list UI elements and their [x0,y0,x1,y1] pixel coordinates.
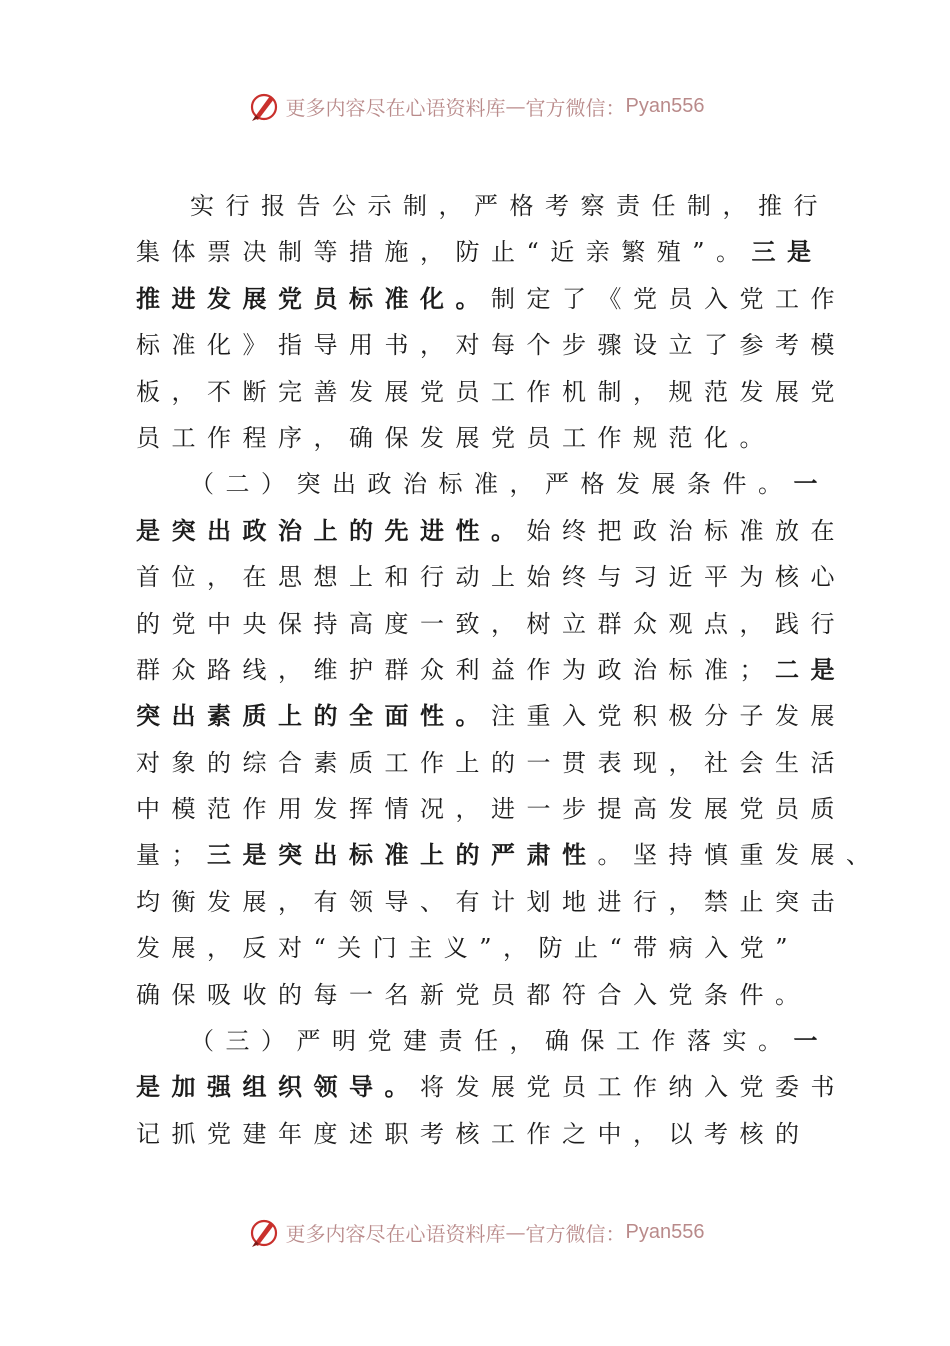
text-line [136,925,816,971]
bold-text-segment: 一 [793,469,829,499]
text-segment: 的党中央保持高度一致，树立群众观点，践行 [136,609,846,638]
text-segment: 注重入党积极分子发展 [491,702,846,731]
watermark-brand: 更多内容尽在心语资料库 [285,1221,506,1246]
text-segment: 群众路线，维护群众利益作为政治标准； [136,655,775,684]
pen-logo-icon [246,1214,282,1250]
text-line [136,183,829,229]
text-segment: 对象的综合素质工作上的一贯表现，社会生活 [136,748,846,777]
text-segment: 始终把政治标准放在 [526,516,846,545]
text-segment: 将发展党员工作纳入党委书 [420,1073,846,1102]
text-line [136,1111,816,1157]
text-line [136,554,846,600]
text-segment: （二）突出政治标准，严格发展条件。 [190,470,794,499]
header-watermark [0,86,950,126]
text-line [136,786,846,832]
text-segment: 集体票决制等措施，防止“近亲繁殖”。 [136,238,752,267]
bold-text-segment: 三是突出标准上的严肃性 [207,840,598,870]
footer-watermark [0,1212,950,1252]
text-line [136,415,816,461]
text-segment: 制定了《党员入党工作 [491,284,846,313]
text-line [136,276,846,322]
text-line [136,740,846,786]
bold-text-segment: 推进发展党员标准化。 [136,283,491,313]
text-line [136,461,829,507]
bold-text-segment: 二是 [775,654,846,684]
text-line [136,832,882,878]
text-line [136,972,816,1018]
document-body [136,183,882,1157]
watermark-contact-label: 官方微信： [525,1221,626,1246]
watermark-separator: — [505,94,526,118]
bold-text-segment: 一 [793,1026,829,1056]
text-line [136,1064,846,1110]
bold-text-segment: 三是 [751,237,823,267]
text-segment: 量； [136,841,207,870]
text-segment: 板，不断完善发展党员工作机制，规范发展党 [136,377,846,406]
text-line [136,508,846,554]
text-line [136,229,823,275]
bold-text-segment: 是突出政治上的先进性。 [136,515,527,545]
text-segment: （三）严明党建责任，确保工作落实。 [190,1027,794,1056]
watermark-contact-id: Pyan556 [625,94,705,117]
bold-text-segment: 突出素质上的全面性。 [136,701,491,731]
text-segment: 标准化》指导用书，对每个步骤设立了参考模 [136,331,846,360]
text-line [136,369,846,415]
text-segment: 实行报告公示制，严格考察责任制，推行 [190,192,829,220]
text-segment: 记抓党建年度述职考核工作之中，以考核的 [136,1119,811,1148]
text-segment: 员工作程序，确保发展党员工作规范化。 [136,423,775,452]
text-line [136,1018,829,1064]
bold-text-segment: 是加强组织领导。 [136,1072,420,1102]
watermark-brand: 更多内容尽在心语资料库 [285,95,506,120]
pen-logo-icon [246,88,282,124]
watermark-contact-label: 官方微信： [525,95,626,120]
text-segment: 首位，在思想上和行动上始终与习近平为核心 [136,563,846,592]
text-line [136,322,846,368]
text-segment: 确保吸收的每一名新党员都符合入党条件。 [136,980,811,1009]
text-segment: 中模范作用发挥情况，进一步提高发展党员质 [136,795,846,824]
text-segment: 均衡发展，有领导、有计划地进行，禁止突击 [136,887,846,916]
text-segment: 发展，反对“关门主义”，防止“带病入党” [136,934,800,963]
text-line [136,601,846,647]
watermark-contact-id: Pyan556 [625,1220,705,1243]
text-line [136,647,846,693]
text-line [136,879,846,925]
text-line [136,693,846,739]
watermark-separator: — [505,1220,526,1244]
text-segment: 。坚持慎重发展、 [597,841,882,870]
